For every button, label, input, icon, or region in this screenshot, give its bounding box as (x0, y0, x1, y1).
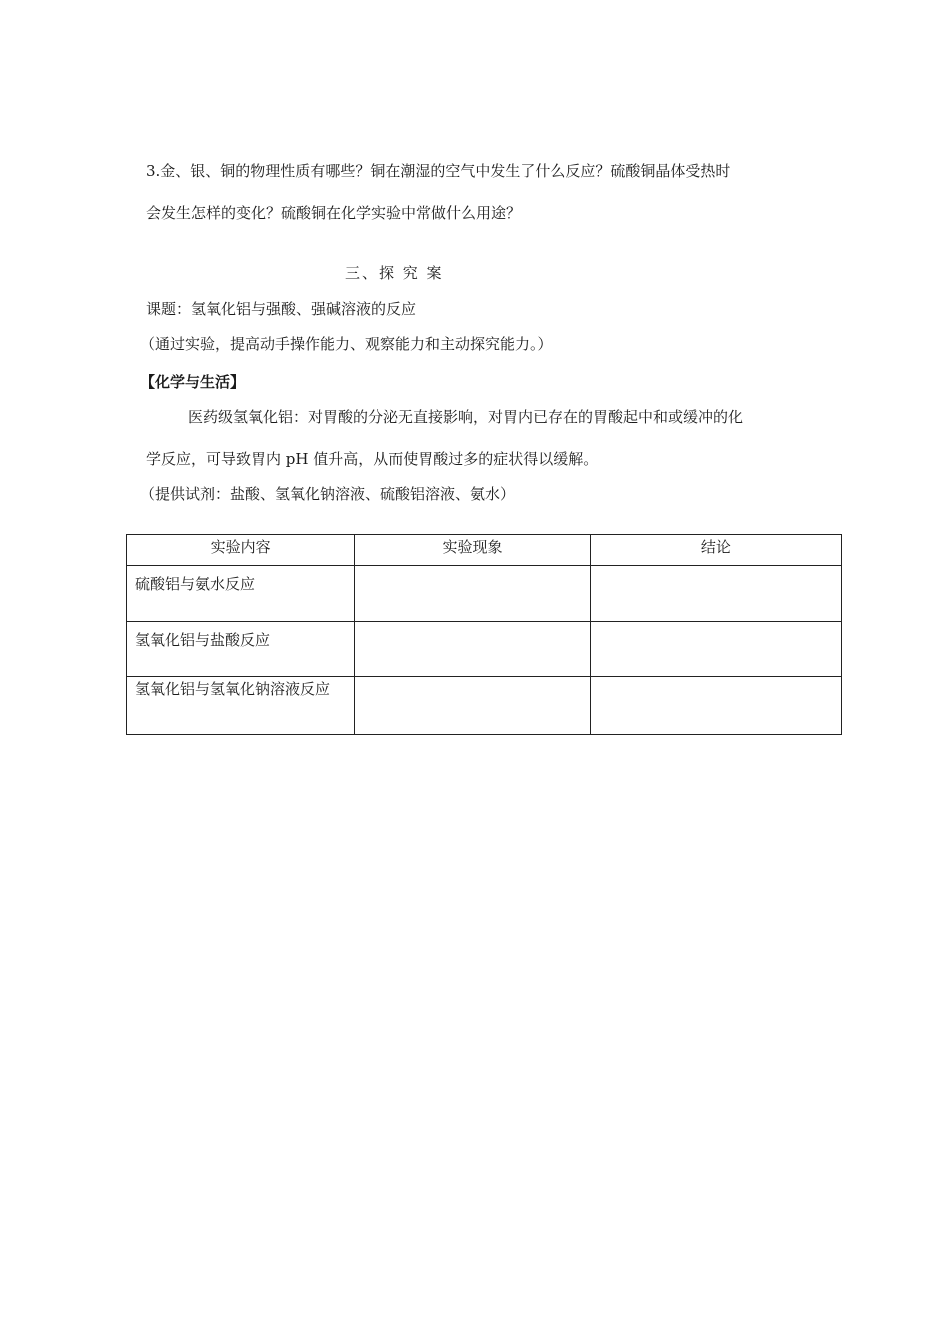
table-header-row (127, 535, 842, 566)
table-cell: 氢氧化铝与盐酸反应 (127, 622, 355, 677)
question-3-line-2: 会发生怎样的变化？硫酸铜在化学实验中常做什么用途？ (146, 204, 522, 222)
section-heading: 三、探 究 案 (345, 264, 444, 282)
experiment-table (126, 534, 842, 735)
paragraph-line-1: 医药级氢氧化铝：对胃酸的分泌无直接影响，对胃内已存在的胃酸起中和或缓冲的化 (188, 408, 744, 426)
table-cell (590, 677, 841, 735)
reagents-line: （提供试剂：盐酸、氢氧化钠溶液、硫酸铝溶液、氨水） (140, 485, 516, 503)
table-row (127, 677, 842, 735)
table-cell (355, 622, 590, 677)
header-phenomenon: 实验现象 (355, 535, 590, 566)
topic-line: 课题：氢氧化铝与强酸、强碱溶液的反应 (146, 300, 417, 318)
table-row (127, 622, 842, 677)
question-3-line-1: 3.金、银、铜的物理性质有哪些？铜在潮湿的空气中发生了什么反应？硫酸铜晶体受热时 (146, 162, 731, 180)
header-conclusion: 结论 (590, 535, 841, 566)
table-cell: 硫酸铝与氨水反应 (127, 566, 355, 622)
chemistry-life-subheading: 【化学与生活】 (140, 373, 246, 391)
objective-line: （通过实验，提高动手操作能力、观察能力和主动探究能力。） (140, 335, 553, 353)
table-cell (355, 566, 590, 622)
table-row (127, 566, 842, 622)
paragraph-line-2: 学反应，可导致胃内 pH 值升高，从而使胃酸过多的症状得以缓解。 (146, 450, 599, 468)
table-cell (590, 566, 841, 622)
table-cell (355, 677, 590, 735)
header-content: 实验内容 (127, 535, 355, 566)
table-cell: 氢氧化铝与氢氧化钠溶液反应 (127, 677, 355, 735)
table-cell (590, 622, 841, 677)
